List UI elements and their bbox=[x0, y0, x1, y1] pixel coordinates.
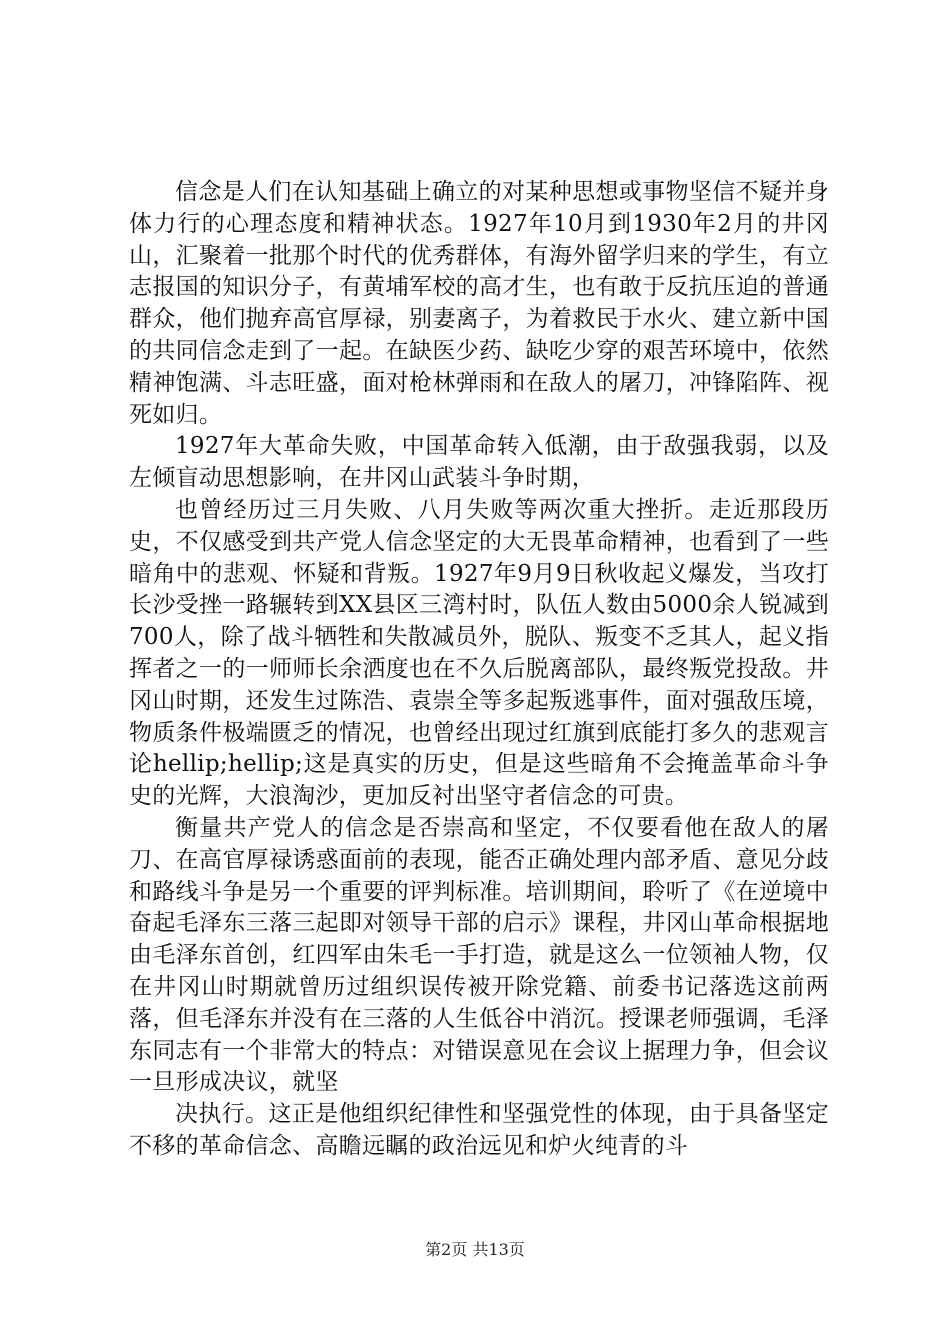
paragraph-1: 信念是人们在认知基础上确立的对某种思想或事物坚信不疑并身体力行的心理态度和精神状态。1927年10月到1930年2月的井冈山，汇聚着一批那个时代的优秀群体，有海外留学归来的学生，有立志报国的知识分子，有黄埔军校的高才生，也有敢于反抗压迫的普通群众，他们抛弃高官厚禄，别妻离子，为着救民于水火、建立新中国的共同信念走到了一起。在缺医少药、缺吃少穿的艰苦环境中，依然精神饱满、斗志旺盛，面对枪林弹雨和在敌人的屠刀，冲锋陷阵、视死如归。 bbox=[129, 179, 829, 428]
page-number-footer: 第2页 共13页 bbox=[425, 1240, 525, 1259]
document-body bbox=[129, 177, 829, 1163]
paragraph-4: 衡量共产党人的信念是否崇高和坚定，不仅要看他在敌人的屠刀、在高官厚禄诱惑面前的表现，能否正确处理内部矛盾、意见分歧和路线斗争是另一个重要的评判标准。培训期间，聆听了《在逆境中奋起毛泽东三落三起即对领导干部的启示》课程，井冈山革命根据地由毛泽东首创，红四军由朱毛一手打造，就是这么一位领袖人物，仅在井冈山时期就曾历过组织误传被开除党籍、前委书记落选这前两落，但毛泽东并没有在三落的人生低谷中消沉。授课老师强调，毛泽东同志有一个非常大的特点：对错误意见在会议上据理力争，但会议一旦形成决议，就坚 bbox=[129, 814, 829, 1096]
paragraph-3: 也曾经历过三月失败、八月失败等两次重大挫折。走近那段历史，不仅感受到共产党人信念坚定的大无畏革命精神，也看到了一些暗角中的悲观、怀疑和背叛。1927年9月9日秋收起义爆发，当攻打长沙受挫一路辗转到XX县区三湾村时，队伍人数由5000余人锐减到700人，除了战斗牺牲和失散减员外，脱队、叛变不乏其人，起义指挥者之一的一师师长余洒度也在不久后脱离部队，最终叛党投敌。井冈山时期，还发生过陈浩、袁崇全等多起叛逃事件，面对强敌压境，物质条件极端匮乏的情况，也曾经出现过红旗到底能打多久的悲观言论hellip;hellip;这是真实的历史，但是这些暗角不会掩盖革命斗争史的光辉，大浪淘沙，更加反衬出坚守者信念的可贵。 bbox=[129, 496, 829, 810]
paragraph-2: 1927年大革命失败，中国革命转入低潮，由于敌强我弱，以及左倾盲动思想影响，在井冈山武装斗争时期， bbox=[129, 433, 829, 492]
paragraph-5: 决执行。这正是他组织纪律性和坚强党性的体现，由于具备坚定不移的革命信念、高瞻远瞩的政治远见和炉火纯青的斗 bbox=[129, 1101, 829, 1159]
